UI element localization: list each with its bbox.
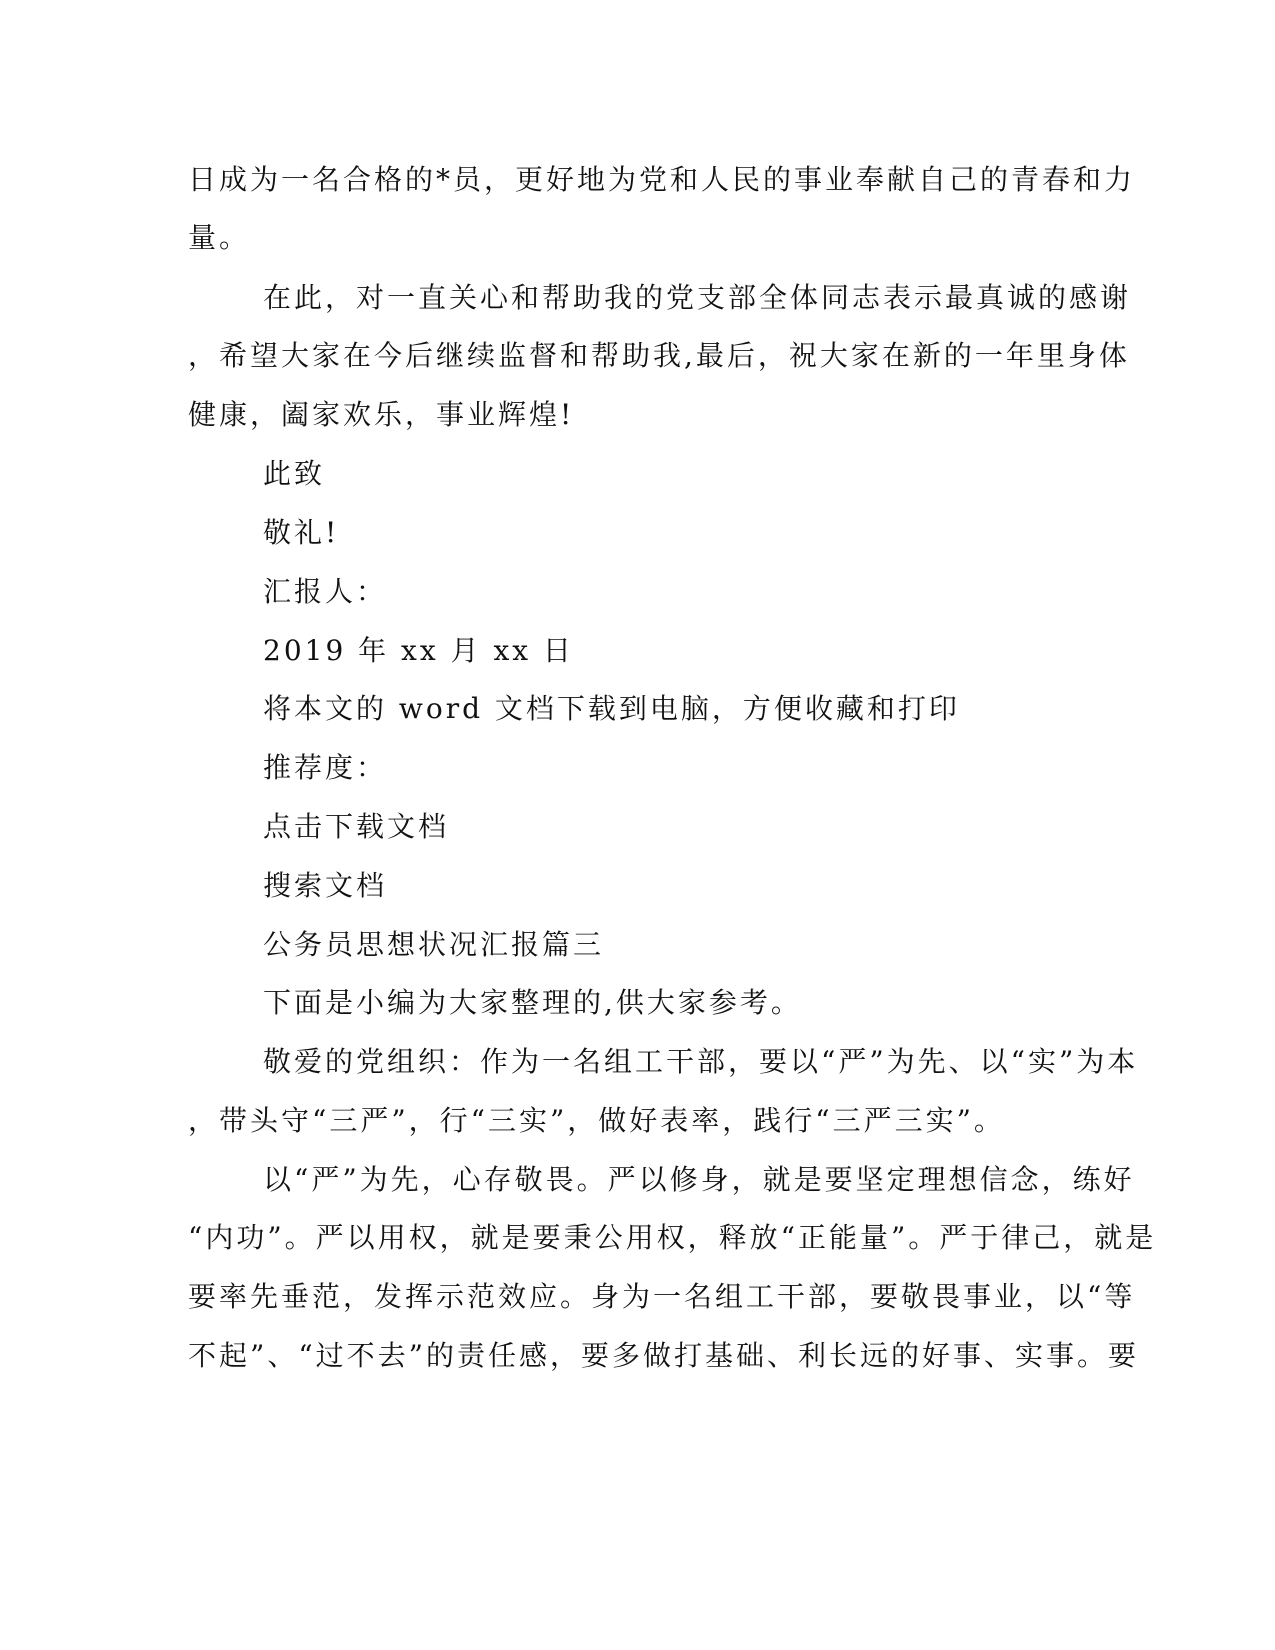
closing-regards: 敬礼! xyxy=(263,516,340,549)
recommendation-label: 推荐度： xyxy=(263,751,388,784)
closing-salutation: 此致 xyxy=(263,457,326,490)
paragraph-line: 敬爱的党组织：作为一名组工干部，要以“严”为先、以“实”为本 xyxy=(263,1045,1139,1078)
paragraph-line: 以“严”为先，心存敬畏。严以修身，就是要坚定理想信念，练好 xyxy=(263,1163,1135,1196)
paragraph-line: ，希望大家在今后继续监督和帮助我,最后，祝大家在新的一年里身体 xyxy=(188,339,1130,372)
intro-line: 下面是小编为大家整理的,供大家参考。 xyxy=(263,986,802,1019)
paragraph-line: “内功”。严以用权，就是要秉公用权，释放“正能量”。严于律己，就是 xyxy=(188,1221,1157,1254)
paragraph-line: 不起”、“过不去”的责任感，要多做打基础、利长远的好事、实事。要 xyxy=(188,1339,1139,1372)
paragraph-line: ，带头守“三严”，行“三实”，做好表率，践行“三严三实”。 xyxy=(188,1104,1005,1137)
reporter-label: 汇报人： xyxy=(263,575,388,608)
download-document-link[interactable]: 点击下载文档 xyxy=(263,810,450,843)
paragraph-line: 量。 xyxy=(188,221,251,254)
paragraph-line: 在此，对一直关心和帮助我的党支部全体同志表示最真诚的感谢 xyxy=(263,281,1132,314)
download-hint: 将本文的 word 文档下载到电脑，方便收藏和打印 xyxy=(263,692,960,725)
report-date: 2019 年 xx 月 xx 日 xyxy=(263,634,574,667)
paragraph-line: 要率先垂范，发挥示范效应。身为一名组工干部，要敬畏事业，以“等 xyxy=(188,1280,1136,1313)
paragraph-line: 健康，阖家欢乐，事业辉煌! xyxy=(188,398,575,431)
paragraph-line: 日成为一名合格的*员，更好地为党和人民的事业奉献自己的青春和力 xyxy=(188,163,1136,196)
section-title: 公务员思想状况汇报篇三 xyxy=(263,928,605,961)
search-document-link[interactable]: 搜索文档 xyxy=(263,869,388,902)
